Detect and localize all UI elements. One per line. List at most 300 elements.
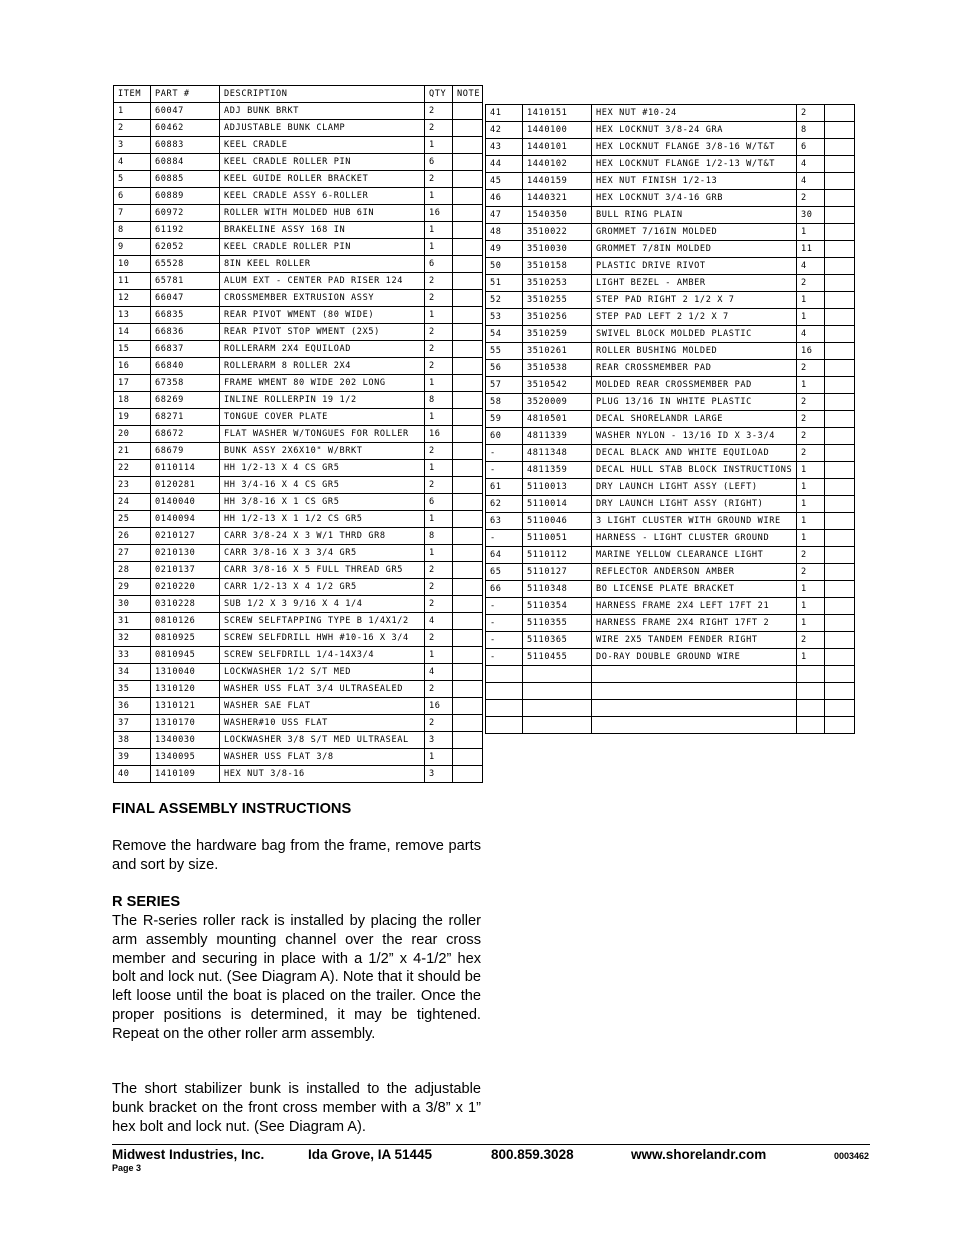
part-number-cell: 5110348 <box>523 581 592 598</box>
table-row <box>114 171 483 188</box>
part-number-cell: 66840 <box>151 358 220 375</box>
parts-table-left <box>113 85 483 783</box>
item-number-cell: 64 <box>486 547 523 564</box>
note-cell <box>453 290 483 307</box>
note-cell <box>825 173 855 190</box>
column-header-qty: QTY <box>425 86 453 103</box>
part-number-cell: 5110112 <box>523 547 592 564</box>
note-cell <box>453 715 483 732</box>
part-number-cell: 1440102 <box>523 156 592 173</box>
description-cell: DECAL SHORELANDR LARGE <box>592 411 797 428</box>
description-cell: HEX NUT FINISH 1/2-13 <box>592 173 797 190</box>
qty-cell: 1 <box>425 188 453 205</box>
footer-location: Ida Grove, IA 51445 <box>308 1147 433 1162</box>
description-cell: FRAME WMENT 80 WIDE 202 LONG <box>220 375 425 392</box>
item-number-cell: - <box>486 649 523 666</box>
qty-cell: 1 <box>797 598 825 615</box>
description-cell <box>592 666 797 683</box>
description-cell: CARR 3/8-16 X 5 FULL THREAD GR5 <box>220 562 425 579</box>
qty-cell: 8 <box>425 528 453 545</box>
table-row <box>114 375 483 392</box>
table-row <box>114 273 483 290</box>
table-row <box>486 309 855 326</box>
note-cell <box>825 394 855 411</box>
note-cell <box>825 615 855 632</box>
note-cell <box>825 649 855 666</box>
description-cell: HEX NUT 3/8-16 <box>220 766 425 783</box>
note-cell <box>825 428 855 445</box>
part-number-cell: 66836 <box>151 324 220 341</box>
part-number-cell: 67358 <box>151 375 220 392</box>
part-number-cell: 0140040 <box>151 494 220 511</box>
table-row <box>114 749 483 766</box>
part-number-cell: 60972 <box>151 205 220 222</box>
qty-cell: 3 <box>425 766 453 783</box>
part-number-cell: 1440321 <box>523 190 592 207</box>
qty-cell: 1 <box>425 545 453 562</box>
description-cell: HEX NUT #10-24 <box>592 105 797 122</box>
item-number-cell: - <box>486 632 523 649</box>
description-cell: WIRE 2X5 TANDEM FENDER RIGHT <box>592 632 797 649</box>
table-row <box>114 460 483 477</box>
table-row <box>114 766 483 783</box>
qty-cell: 1 <box>425 460 453 477</box>
description-cell: HEX LOCKNUT FLANGE 1/2-13 W/T&T <box>592 156 797 173</box>
table-row <box>486 275 855 292</box>
part-number-cell: 60047 <box>151 103 220 120</box>
note-cell <box>453 188 483 205</box>
note-cell <box>453 120 483 137</box>
item-number-cell: 60 <box>486 428 523 445</box>
description-cell: ALUM EXT - CENTER PAD RISER 124 <box>220 273 425 290</box>
part-number-cell: 60883 <box>151 137 220 154</box>
qty-cell: 1 <box>425 409 453 426</box>
table-row <box>114 154 483 171</box>
qty-cell: 1 <box>425 239 453 256</box>
part-number-cell: 3510253 <box>523 275 592 292</box>
qty-cell <box>797 700 825 717</box>
table-row <box>486 343 855 360</box>
note-cell <box>825 309 855 326</box>
note-cell <box>453 375 483 392</box>
description-cell: ADJ BUNK BRKT <box>220 103 425 120</box>
part-number-cell: 0210127 <box>151 528 220 545</box>
qty-cell: 1 <box>797 513 825 530</box>
qty-cell: 1 <box>797 377 825 394</box>
qty-cell: 2 <box>425 103 453 120</box>
qty-cell: 2 <box>797 105 825 122</box>
column-header-description: DESCRIPTION <box>220 86 425 103</box>
part-number-cell: 1340030 <box>151 732 220 749</box>
note-cell <box>453 698 483 715</box>
note-cell <box>825 292 855 309</box>
table-row <box>486 666 855 683</box>
table-row <box>114 681 483 698</box>
table-row <box>114 205 483 222</box>
part-number-cell: 65528 <box>151 256 220 273</box>
qty-cell: 2 <box>425 715 453 732</box>
table-row <box>114 239 483 256</box>
note-cell <box>825 275 855 292</box>
part-number-cell: 3510030 <box>523 241 592 258</box>
description-cell: HH 3/4-16 X 4 CS GR5 <box>220 477 425 494</box>
qty-cell: 4 <box>425 664 453 681</box>
item-number-cell: 59 <box>486 411 523 428</box>
table-header-row <box>114 86 483 103</box>
footer-company: Midwest Industries, Inc. <box>112 1147 265 1162</box>
table-row <box>486 700 855 717</box>
parts-table-right <box>485 104 855 734</box>
description-cell: KEEL CRADLE <box>220 137 425 154</box>
item-number-cell: 20 <box>114 426 151 443</box>
part-number-cell: 1340095 <box>151 749 220 766</box>
qty-cell: 1 <box>425 375 453 392</box>
table-row <box>114 511 483 528</box>
table-row <box>486 615 855 632</box>
qty-cell: 16 <box>797 343 825 360</box>
note-cell <box>825 241 855 258</box>
note-cell <box>825 513 855 530</box>
table-row <box>114 562 483 579</box>
part-number-cell: 66835 <box>151 307 220 324</box>
qty-cell: 8 <box>797 122 825 139</box>
qty-cell: 4 <box>797 258 825 275</box>
part-number-cell: 5110355 <box>523 615 592 632</box>
part-number-cell: 0110114 <box>151 460 220 477</box>
description-cell: KEEL GUIDE ROLLER BRACKET <box>220 171 425 188</box>
item-number-cell: 10 <box>114 256 151 273</box>
note-cell <box>453 239 483 256</box>
description-cell <box>592 700 797 717</box>
description-cell: MOLDED REAR CROSSMEMBER PAD <box>592 377 797 394</box>
description-cell <box>592 717 797 734</box>
table-row <box>486 105 855 122</box>
note-cell <box>825 445 855 462</box>
qty-cell: 16 <box>425 205 453 222</box>
part-number-cell: 60885 <box>151 171 220 188</box>
item-number-cell: 25 <box>114 511 151 528</box>
table-row <box>486 462 855 479</box>
part-number-cell: 3510542 <box>523 377 592 394</box>
column-header-item-number: ITEM <box>114 86 151 103</box>
table-row <box>114 545 483 562</box>
table-row <box>114 630 483 647</box>
note-cell <box>453 154 483 171</box>
qty-cell: 8 <box>425 392 453 409</box>
qty-cell: 2 <box>797 411 825 428</box>
qty-cell: 2 <box>797 632 825 649</box>
qty-cell: 2 <box>797 547 825 564</box>
qty-cell: 1 <box>797 530 825 547</box>
item-number-cell: 41 <box>486 105 523 122</box>
item-number-cell: 35 <box>114 681 151 698</box>
table-row <box>114 188 483 205</box>
table-row <box>486 445 855 462</box>
description-cell: LOCKWASHER 1/2 S/T MED <box>220 664 425 681</box>
item-number-cell: 24 <box>114 494 151 511</box>
item-number-cell: 66 <box>486 581 523 598</box>
note-cell <box>825 700 855 717</box>
note-cell <box>453 409 483 426</box>
table-row <box>114 477 483 494</box>
description-cell: PLUG 13/16 IN WHITE PLASTIC <box>592 394 797 411</box>
table-row <box>486 224 855 241</box>
table-row <box>114 120 483 137</box>
part-number-cell: 1440101 <box>523 139 592 156</box>
description-cell: TONGUE COVER PLATE <box>220 409 425 426</box>
table-row <box>486 598 855 615</box>
qty-cell: 2 <box>425 324 453 341</box>
qty-cell: 1 <box>797 581 825 598</box>
item-number-cell: 19 <box>114 409 151 426</box>
part-number-cell <box>523 666 592 683</box>
table-row <box>486 496 855 513</box>
description-cell: 8IN KEEL ROLLER <box>220 256 425 273</box>
note-cell <box>453 222 483 239</box>
part-number-cell: 61192 <box>151 222 220 239</box>
note-cell <box>825 190 855 207</box>
part-number-cell: 1440100 <box>523 122 592 139</box>
table-row <box>486 547 855 564</box>
qty-cell: 1 <box>425 647 453 664</box>
part-number-cell: 5110046 <box>523 513 592 530</box>
qty-cell: 2 <box>797 428 825 445</box>
item-number-cell: 11 <box>114 273 151 290</box>
description-cell: REAR PIVOT STOP WMENT (2X5) <box>220 324 425 341</box>
description-cell: BUNK ASSY 2X6X10" W/BRKT <box>220 443 425 460</box>
description-cell: DECAL HULL STAB BLOCK INSTRUCTIONS <box>592 462 797 479</box>
item-number-cell: 65 <box>486 564 523 581</box>
qty-cell: 2 <box>425 562 453 579</box>
qty-cell: 1 <box>797 496 825 513</box>
table-row <box>114 222 483 239</box>
item-number-cell <box>486 717 523 734</box>
table-row <box>486 581 855 598</box>
description-cell: SCREW SELFTAPPING TYPE B 1/4X1/2 <box>220 613 425 630</box>
table-row <box>114 443 483 460</box>
table-row <box>486 717 855 734</box>
table-row <box>486 564 855 581</box>
item-number-cell: 61 <box>486 479 523 496</box>
qty-cell: 1 <box>425 511 453 528</box>
note-cell <box>453 579 483 596</box>
note-cell <box>825 564 855 581</box>
item-number-cell: 54 <box>486 326 523 343</box>
table-row <box>114 324 483 341</box>
note-cell <box>453 749 483 766</box>
part-number-cell: 5110455 <box>523 649 592 666</box>
note-cell <box>825 224 855 241</box>
table-row <box>486 139 855 156</box>
description-cell: HH 1/2-13 X 4 CS GR5 <box>220 460 425 477</box>
note-cell <box>453 647 483 664</box>
note-cell <box>453 205 483 222</box>
note-cell <box>825 326 855 343</box>
item-number-cell: 48 <box>486 224 523 241</box>
item-number-cell: 14 <box>114 324 151 341</box>
table-row <box>486 326 855 343</box>
note-cell <box>453 664 483 681</box>
qty-cell: 2 <box>425 273 453 290</box>
qty-cell: 6 <box>425 256 453 273</box>
part-number-cell: 4810501 <box>523 411 592 428</box>
table-row <box>114 137 483 154</box>
table-row <box>114 341 483 358</box>
part-number-cell: 5110014 <box>523 496 592 513</box>
note-cell <box>825 598 855 615</box>
table-row <box>114 698 483 715</box>
part-number-cell: 0210220 <box>151 579 220 596</box>
description-cell: SCREW SELFDRILL 1/4-14X3/4 <box>220 647 425 664</box>
part-number-cell: 68672 <box>151 426 220 443</box>
note-cell <box>453 324 483 341</box>
part-number-cell: 5110013 <box>523 479 592 496</box>
description-cell: FLAT WASHER W/TONGUES FOR ROLLER <box>220 426 425 443</box>
description-cell: KEEL CRADLE ROLLER PIN <box>220 239 425 256</box>
part-number-cell: 60884 <box>151 154 220 171</box>
part-number-cell: 3510261 <box>523 343 592 360</box>
note-cell <box>825 105 855 122</box>
table-row <box>486 241 855 258</box>
part-number-cell: 5110365 <box>523 632 592 649</box>
part-number-cell: 68271 <box>151 409 220 426</box>
item-number-cell: 50 <box>486 258 523 275</box>
table-row <box>114 596 483 613</box>
item-number-cell: 33 <box>114 647 151 664</box>
table-row <box>114 426 483 443</box>
part-number-cell: 4811339 <box>523 428 592 445</box>
parts-table-right-body <box>486 105 855 734</box>
qty-cell: 1 <box>797 462 825 479</box>
part-number-cell: 3510259 <box>523 326 592 343</box>
part-number-cell: 3510158 <box>523 258 592 275</box>
footer-doc-number: 0003462 <box>834 1151 870 1161</box>
description-cell: ADJUSTABLE BUNK CLAMP <box>220 120 425 137</box>
item-number-cell: 34 <box>114 664 151 681</box>
item-number-cell: 52 <box>486 292 523 309</box>
description-cell: ROLLERARM 8 ROLLER 2X4 <box>220 358 425 375</box>
qty-cell: 2 <box>425 358 453 375</box>
item-number-cell: 27 <box>114 545 151 562</box>
item-number-cell: 53 <box>486 309 523 326</box>
qty-cell: 2 <box>797 275 825 292</box>
qty-cell: 1 <box>797 224 825 241</box>
note-cell <box>825 581 855 598</box>
item-number-cell: 4 <box>114 154 151 171</box>
part-number-cell: 0210130 <box>151 545 220 562</box>
description-cell: ROLLER BUSHING MOLDED <box>592 343 797 360</box>
note-cell <box>825 530 855 547</box>
note-cell <box>825 207 855 224</box>
table-row <box>486 411 855 428</box>
table-row <box>486 173 855 190</box>
item-number-cell <box>486 700 523 717</box>
qty-cell <box>797 683 825 700</box>
part-number-cell: 66837 <box>151 341 220 358</box>
table-row <box>486 683 855 700</box>
part-number-cell: 66047 <box>151 290 220 307</box>
qty-cell: 4 <box>797 173 825 190</box>
note-cell <box>453 358 483 375</box>
part-number-cell: 5110051 <box>523 530 592 547</box>
parts-table-left-body <box>114 103 483 783</box>
note-cell <box>453 256 483 273</box>
item-number-cell: 63 <box>486 513 523 530</box>
item-number-cell: 12 <box>114 290 151 307</box>
description-cell: SCREW SELFDRILL HWH #10-16 X 3/4 <box>220 630 425 647</box>
item-number-cell: 22 <box>114 460 151 477</box>
footer-website: www.shorelandr.com <box>631 1147 767 1162</box>
table-row <box>486 632 855 649</box>
item-number-cell: 47 <box>486 207 523 224</box>
item-number-cell: 43 <box>486 139 523 156</box>
table-row <box>114 579 483 596</box>
qty-cell: 16 <box>425 698 453 715</box>
item-number-cell: - <box>486 598 523 615</box>
qty-cell <box>797 717 825 734</box>
description-cell: ROLLERARM 2X4 EQUILOAD <box>220 341 425 358</box>
note-cell <box>825 343 855 360</box>
part-number-cell: 60462 <box>151 120 220 137</box>
qty-cell: 4 <box>425 613 453 630</box>
qty-cell: 6 <box>797 139 825 156</box>
item-number-cell: - <box>486 615 523 632</box>
note-cell <box>453 137 483 154</box>
description-cell: WASHER#10 USS FLAT <box>220 715 425 732</box>
table-row <box>114 290 483 307</box>
description-cell: DRY LAUNCH LIGHT ASSY (RIGHT) <box>592 496 797 513</box>
qty-cell: 2 <box>425 630 453 647</box>
description-cell: HEX LOCKNUT 3/8-24 GRA <box>592 122 797 139</box>
description-cell: HARNESS FRAME 2X4 RIGHT 17FT 2 <box>592 615 797 632</box>
note-cell <box>453 613 483 630</box>
r-series-paragraph: The R-series roller rack is installed by placing the roller arm assembly mounting channel over the rear cross member and securing in place with a 1/2” x 4-1/2” hex bolt and lock nut. (See Diagram A). Note that it should be left loose until the boat is placed on the trailer. Once the proper positions is determined, it may be tightened. Repeat on the other roller arm assembly. <box>112 913 481 1042</box>
qty-cell: 2 <box>425 341 453 358</box>
note-cell <box>453 392 483 409</box>
item-number-cell: 26 <box>114 528 151 545</box>
item-number-cell: 51 <box>486 275 523 292</box>
description-cell: SUB 1/2 X 3 9/16 X 4 1/4 <box>220 596 425 613</box>
item-number-cell: - <box>486 530 523 547</box>
description-cell: LIGHT BEZEL - AMBER <box>592 275 797 292</box>
table-row <box>486 207 855 224</box>
description-cell: REAR PIVOT WMENT (80 WIDE) <box>220 307 425 324</box>
note-cell <box>453 545 483 562</box>
description-cell: DO-RAY DOUBLE GROUND WIRE <box>592 649 797 666</box>
instructions-heading: FINAL ASSEMBLY INSTRUCTIONS <box>112 801 352 817</box>
item-number-cell: - <box>486 445 523 462</box>
table-row <box>114 715 483 732</box>
note-cell <box>453 596 483 613</box>
item-number-cell: 7 <box>114 205 151 222</box>
table-row <box>486 479 855 496</box>
item-number-cell: 40 <box>114 766 151 783</box>
part-number-cell: 3510256 <box>523 309 592 326</box>
qty-cell: 2 <box>797 360 825 377</box>
item-number-cell: 3 <box>114 137 151 154</box>
footer-rule <box>112 1144 870 1145</box>
footer-page-number: Page 3 <box>112 1163 142 1173</box>
description-cell: ROLLER WITH MOLDED HUB 6IN <box>220 205 425 222</box>
qty-cell: 2 <box>797 190 825 207</box>
item-number-cell: 23 <box>114 477 151 494</box>
description-cell: DECAL BLACK AND WHITE EQUILOAD <box>592 445 797 462</box>
qty-cell: 1 <box>797 292 825 309</box>
description-cell: CARR 3/8-24 X 3 W/1 THRD GR8 <box>220 528 425 545</box>
table-row <box>486 190 855 207</box>
part-number-cell: 0810945 <box>151 647 220 664</box>
part-number-cell: 3510538 <box>523 360 592 377</box>
